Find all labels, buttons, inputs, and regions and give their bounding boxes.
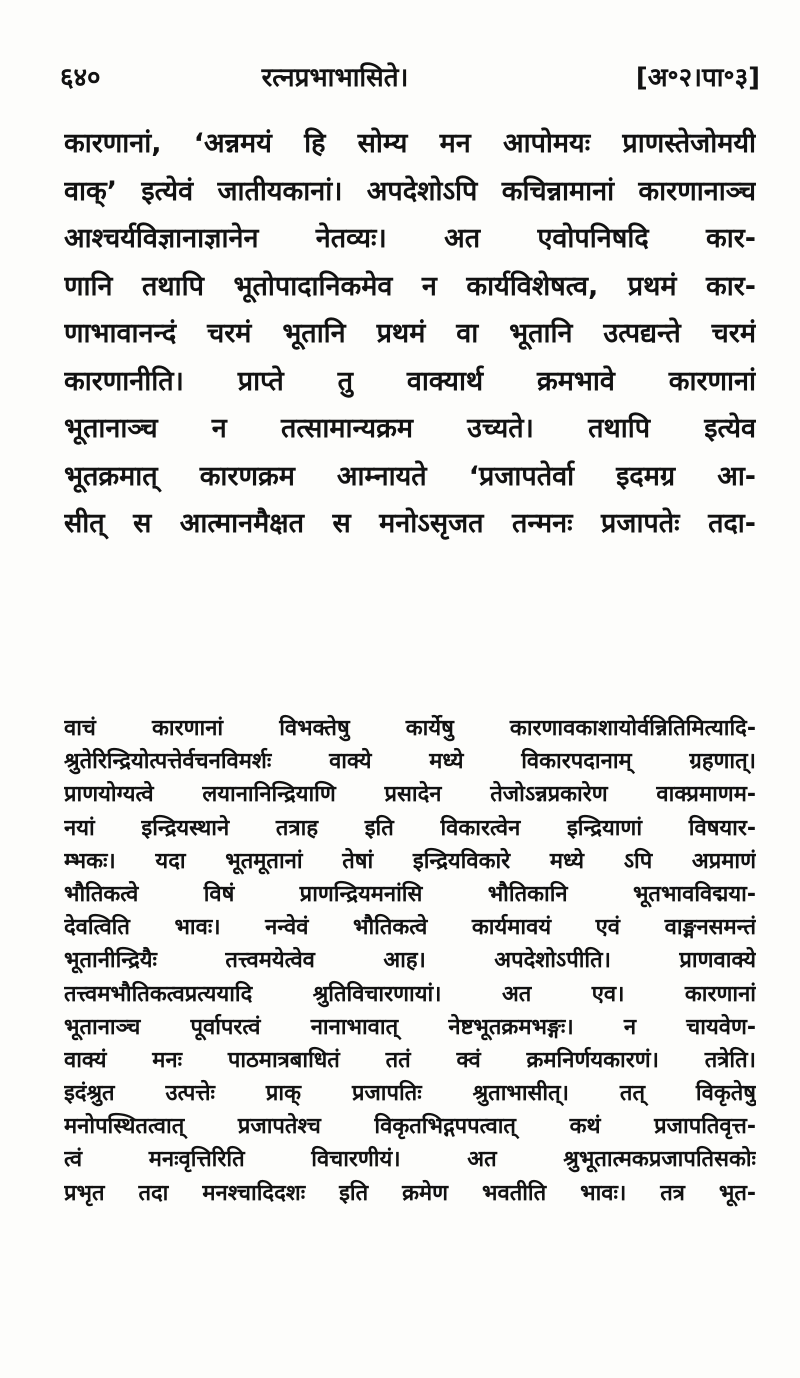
main-text-line: णानि तथापि भूतोपादानिकमेव न कार्यविशेषत्व, प्रथमं कार-: [64, 270, 756, 302]
main-text-line: सीत् स आत्मानमैक्षत स मनोऽसृजत तन्मनः प्रजापतेः तदा-: [64, 508, 756, 539]
main-text-line: आश्चर्यविज्ञानाज्ञानेन नेतव्यः। अत एवोपनिषदि कार-: [64, 223, 756, 254]
page-header: [60, 56, 760, 96]
commentary-line: वाक्यं मनः पाठमात्रबाधितं ततं क्वं क्रमनिर्णयकारणं। तत्रेति।: [64, 1047, 756, 1073]
commentary-block: [64, 712, 756, 1362]
commentary-line: नयां इन्द्रियस्थाने तत्राह इति विकारत्वेन इन्द्रियाणां विषयार-: [64, 815, 756, 841]
commentary-line: तत्त्वमभौतिकत्वप्रत्ययादि श्रुतिविचारणायां। अत एव। कारणानां: [64, 981, 756, 1007]
main-text-line: कारणानीति। प्राप्ते तु वाक्यार्थ क्रमभावे कारणानां: [64, 365, 756, 397]
main-text-line: भूतक्रमात् कारणक्रम आम्नायते ‘प्रजापतेर्वा इदमग्र आ-: [64, 460, 756, 492]
main-text-line: वाक्’ इत्येवं जातीयकानां। अपदेशोऽपि कचिन्नामानां कारणानाञ्च: [64, 175, 756, 207]
commentary-line: त्वं मनःवृत्तिरिति विचारणीयं। अत श्रुभूतात्मकप्रजापतिसकोः: [64, 1147, 756, 1173]
commentary-line: श्रुतेरिन्द्रियोत्पत्तेर्वचनविमर्शः वाक्ये मध्ये विकारपदानाम् ग्रहणात्।: [64, 749, 756, 775]
section-reference: [अ॰२।पा॰३]: [635, 63, 760, 93]
main-text-block: [64, 120, 756, 680]
commentary-line: देवत्विति भावः। नन्वेवं भौतिकत्वे कार्यमावयं एवं वाङ्मनसमन्तं: [64, 915, 756, 941]
running-title: रत्नप्रभाभासिते।: [261, 63, 409, 93]
commentary-line: इदंश्रुत उत्पत्तेः प्राक् प्रजापतिः श्रुताभासीत्। तत् विकृतेषु: [64, 1081, 756, 1107]
commentary-line: म्भकः। यदा भूतमूतानां तेषां इन्द्रियविकारे मध्ये ऽपि अप्रमाणं: [64, 848, 756, 874]
main-text-line: कारणानां, ‘अन्नमयं हि सोम्य मन आपोमयः प्राणस्तेजोमयी: [64, 128, 756, 159]
commentary-line: भूतानीन्द्रियैः तत्त्वमयेत्वेव आह। अपदेशोऽपीति। प्राणवाक्ये: [64, 948, 756, 974]
commentary-line: भौतिकत्वे विषं प्राणन्द्रियमनांसि भौतिकानि भूतभावविद्मया-: [64, 881, 756, 907]
commentary-line: प्रभृत तदा मनश्चादिदशः इति क्रमेण भवतीति भावः। तत्र भूत-: [64, 1180, 756, 1206]
page-number: ६४०: [60, 63, 101, 93]
commentary-line: भूतानाञ्च पूर्वापरत्वं नानाभावात् नेष्टभूतक्रमभङ्गः। न चायवेण-: [64, 1014, 756, 1040]
main-text-line: भूतानाञ्च न तत्सामान्यक्रम उच्यते। तथापि इत्येव: [64, 413, 756, 444]
main-text-line: णाभावानन्दं चरमं भूतानि प्रथमं वा भूतानि उत्पद्यन्ते चरमं: [64, 318, 756, 349]
commentary-line: प्राणयोग्यत्वे लयानानिन्द्रियाणि प्रसादेन तेजोऽन्नप्रकारेण वाक्प्रमाणम-: [64, 782, 756, 808]
commentary-line: मनोपस्थितत्वात् प्रजापतेश्च विकृतभिद्गपपत्वात् कथं प्रजापतिवृत्त-: [64, 1114, 756, 1140]
commentary-line: वाचं कारणानां विभक्तेषु कार्येषु कारणावकाशायोर्वन्नितिमित्यादि-: [64, 716, 756, 741]
